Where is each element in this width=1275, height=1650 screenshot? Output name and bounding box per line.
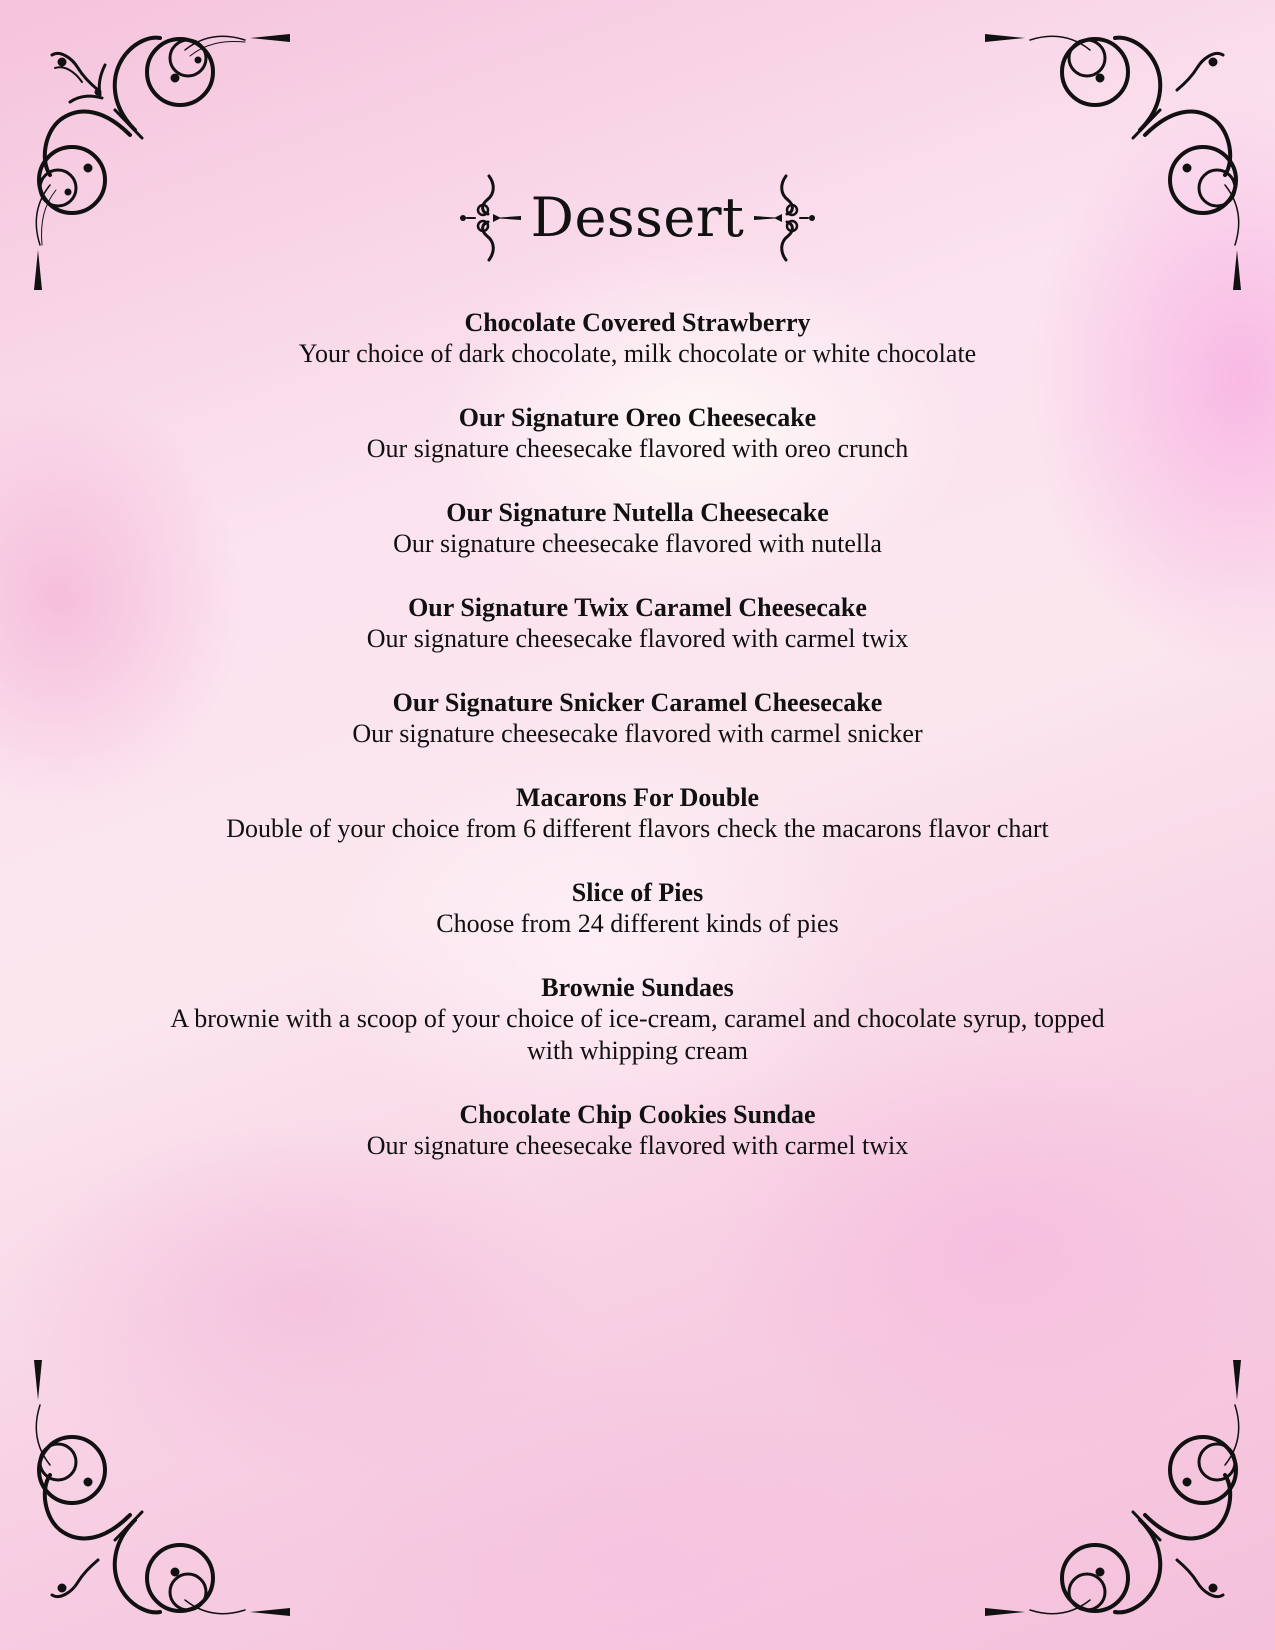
menu-item-name: Slice of Pies: [571, 878, 704, 907]
corner-flourish-bottom-right-icon: [965, 1340, 1265, 1640]
menu-item-name: Our Signature Twix Caramel Cheesecake: [408, 593, 867, 622]
fleuron-right-icon: [750, 170, 820, 266]
menu-item-name: Our Signature Oreo Cheesecake: [458, 403, 817, 432]
menu-item: [0, 973, 1275, 1067]
title-row: [0, 170, 1275, 266]
menu-item-description: A brownie with a scoop of your choice of ice-cream, caramel and chocolate syrup, topped with whipping cream: [170, 1004, 1105, 1065]
menu-item-description: Our signature cheesecake flavored with carmel twix: [366, 624, 909, 653]
menu-item-name: Chocolate Covered Strawberry: [464, 308, 811, 337]
menu-item-name: Chocolate Chip Cookies Sundae: [459, 1100, 816, 1129]
menu-item: [0, 688, 1275, 750]
menu-item-name: Our Signature Nutella Cheesecake: [446, 498, 829, 527]
menu-item-description: Choose from 24 different kinds of pies: [436, 909, 839, 938]
menu-item-description: Our signature cheesecake flavored with oreo crunch: [366, 434, 909, 463]
menu-item-name: Brownie Sundaes: [541, 973, 734, 1002]
menu-item-description: Our signature cheesecake flavored with carmel twix: [366, 1131, 909, 1160]
menu-item: [0, 1100, 1275, 1162]
menu-item: [0, 308, 1275, 370]
menu-item-name: Our Signature Snicker Caramel Cheesecake: [392, 688, 883, 717]
menu-item-description: Our signature cheesecake flavored with nutella: [393, 529, 882, 558]
menu-item: [0, 878, 1275, 940]
menu-item-name: Macarons For Double: [515, 783, 760, 812]
menu-item: [0, 593, 1275, 655]
menu-item-description: Your choice of dark chocolate, milk chocolate or white chocolate: [298, 339, 977, 368]
menu-item: [0, 783, 1275, 845]
page-title: Dessert: [530, 186, 745, 249]
menu-item-description: Our signature cheesecake flavored with carmel snicker: [352, 719, 923, 748]
fleuron-left-icon: [455, 170, 525, 266]
menu-item: [0, 403, 1275, 465]
dessert-menu-list: [0, 308, 1275, 1195]
corner-flourish-bottom-left-icon: [10, 1340, 310, 1640]
menu-item-description: Double of your choice from 6 different flavors check the macarons flavor chart: [226, 814, 1049, 843]
menu-item: [0, 498, 1275, 560]
